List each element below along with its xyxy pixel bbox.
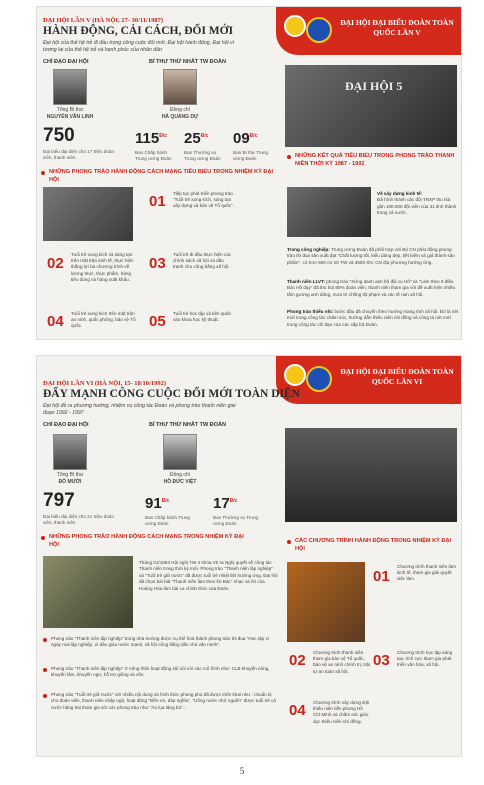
- result-children: Phong trào thiếu nhi: bước đầu đã chuyển theo hướng mang tính xã hội. Đó là nét mới trong công tác chăm sóc, hướng dẫn thiếu niên nhi đồng và công tá nét mới trong công tác chỉ đạo của các cấp bộ Đoàn.: [287, 309, 459, 327]
- banner-title: ĐẠI HỘI ĐẠI BIỂU ĐOÀN TOÀN QUỐC LẦN V: [340, 18, 454, 38]
- chidao-label: CHỈ ĐẠO ĐẠI HỘI: [43, 59, 89, 65]
- item-text: Tuổi trẻ học tập và tiến quân vào khoa học kỹ thuật.: [173, 311, 232, 323]
- movement-paragraph: Phong trào "Tuổi trẻ giữ nước" với nhiều nội dung và hình thức phong phú đã được triển khai như : chuẩn bị cho đoàn viên, thanh niên nhập ngũ, hoạt động "Đền ơn, đáp nghĩa", "Uống nước nhớ nguồn" được tuổi trẻ cả nước hăng hái tham gia với các phong trào như "Áo lụa tặng bà"...: [51, 692, 276, 710]
- stat-bch-note: Ban Chấp hành Trung ương Đoàn: [145, 515, 190, 526]
- bithu-label: BÍ THƯ THỨ NHẤT TW ĐOÀN: [149, 422, 226, 428]
- page-number: 5: [239, 766, 245, 776]
- item-text: Tuổi trẻ xung kích và sáng tạo trên mặt trận kinh tế, thực hiện thắng lợi ba chương trình về lương thực, thực phẩm, hàng tiêu dùng và hàng xuất khẩu.: [71, 252, 134, 282]
- movement-photo: [43, 187, 133, 241]
- stat-btv: $25^{Đ/c}$: [184, 130, 209, 147]
- chidao-label: CHỈ ĐẠO ĐẠI HỘI: [43, 422, 89, 428]
- section-programs-title: CÁC CHƯƠNG TRÌNH HÀNH ĐỘNG TRONG NHIỆM KỲ ĐẠI HỘI: [295, 538, 452, 552]
- movement-paragraph: Phong trào "Thanh niên lập nghiệp" ở nông thôn hoạt động sôi nổi với các mô hình như: CLB khuyến nông, khuyến lâm, khuyến ngư, hỗ trợ giống và vốn.: [51, 666, 270, 678]
- item-text: Tiếp tục phát triển phong trào "Tuổi trẻ xung kích, sáng tạo xây dựng và bảo vệ Tổ quốc".: [173, 191, 235, 209]
- section-marker-icon: [287, 540, 291, 544]
- stat-bch-note: Ban Chấp hành Trung ương Đoàn: [135, 150, 172, 161]
- program-number: 03: [373, 652, 390, 669]
- secretary-portrait: [163, 69, 197, 105]
- banner-title: ĐẠI HỘI ĐẠI BIỂU ĐOÀN TOÀN QUỐC LẦN VI: [340, 367, 454, 387]
- program-photo: [287, 562, 365, 642]
- congress-photo: [285, 428, 457, 522]
- section-movements-title: NHỮNG PHONG TRÀO HÀNH ĐỘNG CÁCH MẠNG TRONG NHIỆM KỲ ĐẠI HỘI: [49, 534, 244, 548]
- program-text: Chương trình thanh niên làm kinh tế, tham gia giải quyết việc làm.: [397, 564, 456, 582]
- intro-text: Tháng 01/1993 Hội nghị TW 4 khóa VII ra Nghị quyết về công tác Thanh niên trong thời kỳ mới. Phong trào "Thanh niên lập nghiệp" và "Tuổi trẻ giữ nước" đã được tuổi trẻ nhiệt liệt hưởng ứng. Đại hội đã chọn bài hát "Thanh niên làm theo lời Bác" nhạc và lời của Hoàng Hòa làm bài ca chính thức của Đoàn.: [139, 560, 278, 591]
- delegates-note: Đại biểu đại diện cho 17 triệu đoàn viên, thanh niên: [43, 149, 114, 160]
- stat-btv-note: Ban Thường vụ Trung ương Đoàn: [213, 515, 259, 526]
- bullet-icon: [43, 668, 47, 672]
- congress-subtitle: ĐẠI HỘI LẦN VI (HÀ NỘI, 15- 18/10/1992): [43, 380, 167, 387]
- program-text: Chương trình xây dựng Đội thiếu niên tiền phong Hồ Chí Minh và chăm sóc giáo dục thiếu niên nhi đồng.: [313, 700, 370, 724]
- program-text: Chương trình thanh niên tham gia bảo vệ Tổ quốc, bảo vệ an ninh chính trị, trật tự an toàn xã hội.: [313, 650, 370, 674]
- item-number: 03: [149, 255, 166, 272]
- stat-bbt: $09^{Đ/c}$: [233, 130, 258, 147]
- banner: [276, 7, 461, 55]
- secretary-name: Đồng chí HÀ QUANG DỰ: [161, 107, 199, 120]
- youth-union-emblem-icon: [306, 17, 332, 43]
- result-industry: Trong công nghiệp: Trung ương Đoàn đã phối hợp với Bộ CN phát động phong trào thi đua sản xuất đạt "Chất lượng tốt, kiểu dáng đẹp, tiết kiệm và giá thành sản phẩm", có hơn 500 cơ sở TW và 3500 XN, CN địa phương hưởng ứng.: [287, 247, 455, 265]
- stat-btv: $17^{Đ/c}$: [213, 495, 238, 512]
- program-number: 02: [289, 652, 306, 669]
- build-block: Về xây dựng kinh tế: Đã hình thành các đội TNXP thu hút gần 100.000 đội viên của 31 tỉnh thành trong cả nước.: [377, 191, 457, 216]
- section-movements-title: NHỮNG PHONG TRÀO HÀNH ĐỘNG CÁCH MẠNG TIÊU BIỂU TRONG NHIỆM KỲ ĐẠI HỘI: [49, 169, 274, 183]
- section-marker-icon: [287, 155, 291, 159]
- leader-portrait: [53, 434, 87, 470]
- congress-photo: [285, 65, 457, 147]
- program-number: 04: [289, 702, 306, 719]
- party-emblem-icon: [284, 15, 306, 37]
- party-emblem-icon: [284, 364, 306, 386]
- leader-name: Tổng Bí thư ĐỖ MƯỜI: [56, 472, 84, 485]
- construction-photo: [287, 187, 371, 237]
- item-number: 05: [149, 313, 166, 330]
- section-results-title: NHỮNG KẾT QUẢ TIÊU BIỂU TRONG PHONG TRÀO THANH NIÊN THỜI KỲ 1987 - 1992: [295, 153, 455, 167]
- item-number: 01: [149, 193, 166, 210]
- bithu-label: BÍ THƯ THỨ NHẤT TW ĐOÀN: [149, 59, 226, 65]
- congress-subtitle: ĐẠI HỘI LẦN V (HÀ NỘI, 27- 30/11/1987): [43, 17, 164, 24]
- congress-title: HÀNH ĐỘNG, CẢI CÁCH, ĐỔI MỚI: [43, 25, 234, 37]
- delegates-note: Đại biểu đại diện cho 21 triệu đoàn viên, thanh niên: [43, 514, 114, 525]
- bullet-icon: [43, 694, 47, 698]
- section-marker-icon: [41, 171, 45, 175]
- infographic-congress-v: [36, 6, 462, 340]
- secretary-name: Đồng chí HỒ ĐỨC VIỆT: [163, 472, 197, 485]
- stat-bbt-note: Ban Bí thư Trung ương Đoàn: [233, 150, 268, 161]
- secretary-portrait: [163, 434, 197, 470]
- congress-description: Đại hội đề ra phương hướng, nhiệm vụ công tác Đoàn và phong trào thanh niên giai đoạn 1992 - 1997: [43, 403, 236, 416]
- leader-portrait: [53, 69, 87, 105]
- section-marker-icon: [41, 536, 45, 540]
- youth-union-emblem-icon: [306, 366, 332, 392]
- item-number: 04: [47, 313, 64, 330]
- infographic-congress-vi: [36, 355, 462, 757]
- result-armed-forces: Thanh niên LLVT: phong trào "Xứng danh anh bộ đội cụ Hồ" và "Làm theo 6 điều Bác Hồ dạy" đã thu hút 80% đoàn viên, thanh niên tham gia với đề xuất hiện nhiều tấm gương anh dũng, mưu trí chống tội phạm và các tệ nạn xã hội.: [287, 279, 456, 297]
- stat-bch: $91^{Đ/c}$: [145, 495, 170, 512]
- congress-title: ĐẨY MẠNH CÔNG CUỘC ĐỔI MỚI TOÀN DIỆN: [43, 388, 300, 400]
- stat-bch: $115^{Đ/c}$: [135, 130, 167, 147]
- banner: [276, 356, 461, 404]
- bullet-icon: [43, 638, 47, 642]
- movement-paragraph: Phong trào "Thanh niên lập nghiệp" trong nhà trường được cụ thể hoá thành phong trào thi đua "Học tập vì ngày mai lập nghiệp, vì dân giàu nước mạnh, xã hội công bằng dân chủ văn minh".: [51, 636, 270, 648]
- item-text: Tuổi trẻ xung kích trên mặt trận an ninh, quốc phòng, bảo vệ Tổ quốc.: [71, 311, 136, 329]
- delegates-count: 750: [43, 125, 75, 146]
- delegates-count: 797: [43, 490, 75, 511]
- congress-description: Đại hội của thế hệ trẻ đi đầu trong công cuộc đổi mới, Đại hội hành động, Đại hội vì tương lai của thế hệ trẻ và hạnh phúc của nhân dân: [43, 40, 235, 53]
- stat-btv-note: Ban Thường vụ Trung ương Đoàn: [184, 150, 221, 161]
- item-number: 02: [47, 255, 64, 272]
- item-text: Tuổi trẻ đi đầu thực hiện các chính sách xã hội và đấu tranh cho công bằng xã hội.: [173, 252, 232, 270]
- photo-caption: ĐẠI HỘI 5: [345, 79, 403, 93]
- program-number: 01: [373, 568, 390, 585]
- program-text: Chương trình học tập sáng tạo, tích cực tham gia phát triển văn hóa, xã hội.: [397, 650, 453, 668]
- leader-name: Tổng Bí thư NGUYỄN VĂN LINH: [46, 107, 94, 120]
- soldier-photo: [43, 556, 133, 628]
